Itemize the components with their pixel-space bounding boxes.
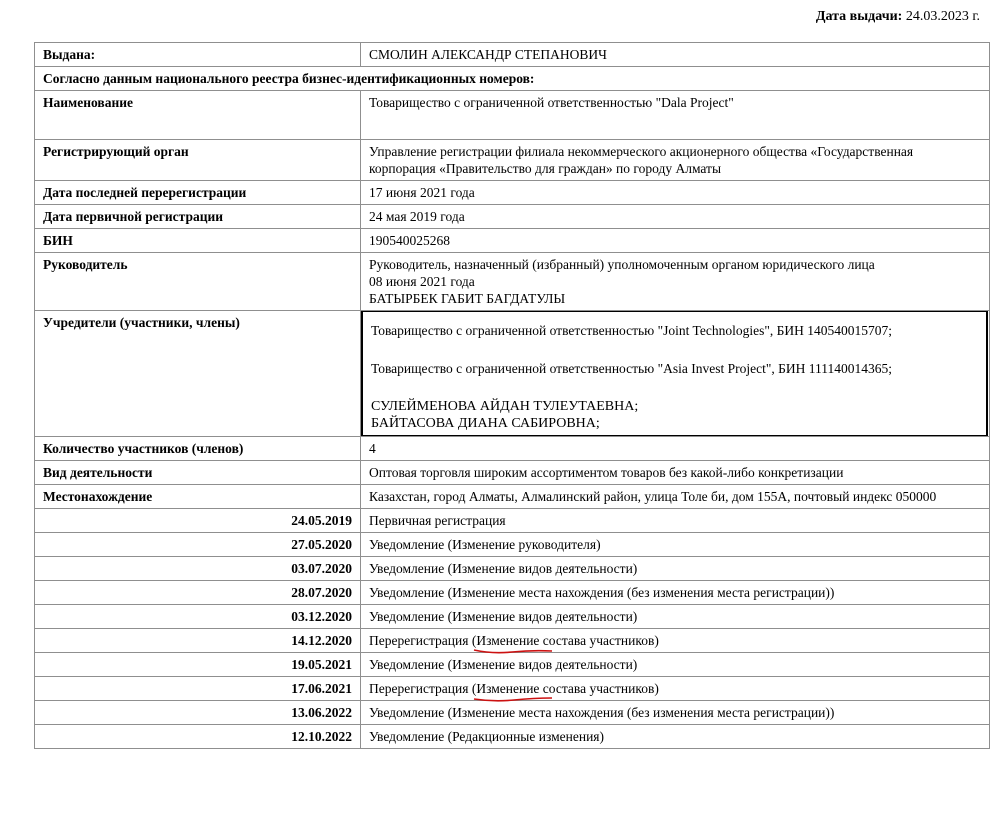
name-label: Наименование bbox=[35, 91, 361, 140]
row-head bbox=[35, 253, 990, 311]
bin-value: 190540025268 bbox=[361, 229, 990, 253]
row-issued-to bbox=[35, 43, 990, 67]
issued-to-label: Выдана: bbox=[35, 43, 361, 67]
row-bin bbox=[35, 229, 990, 253]
history-date: 28.07.2020 bbox=[35, 581, 361, 605]
history-event bbox=[361, 629, 990, 653]
handwritten-underline-mark bbox=[476, 680, 539, 697]
registration-table bbox=[34, 42, 990, 749]
founders-box bbox=[361, 310, 988, 437]
members-count-label: Количество участников (членов) bbox=[35, 437, 361, 461]
history-date: 17.06.2021 bbox=[35, 677, 361, 701]
history-event bbox=[361, 677, 990, 701]
history-event: Первичная регистрация bbox=[361, 509, 990, 533]
primary-reg-value: 24 мая 2019 года bbox=[361, 205, 990, 229]
founder-item: Товарищество с ограниченной ответственностью "Joint Technologies", БИН 140540015707; bbox=[371, 323, 892, 338]
history-date: 03.12.2020 bbox=[35, 605, 361, 629]
history-event: Уведомление (Изменение видов деятельности) bbox=[361, 557, 990, 581]
history-row bbox=[35, 677, 990, 701]
handwritten-underline-mark bbox=[476, 632, 539, 649]
history-event-text: состава участников) bbox=[539, 633, 659, 648]
founder-item: БАЙТАСОВА ДИАНА САБИРОВНА; bbox=[371, 416, 600, 431]
head-date: 08 июня 2021 года bbox=[369, 274, 475, 289]
name-value: Товарищество с ограниченной ответственностью "Dala Project" bbox=[361, 91, 990, 140]
history-row bbox=[35, 509, 990, 533]
authority-value: Управление регистрации филиала некоммерческого акционерного общества «Государственная корпорация «Правительство для граждан» по городу Алматы bbox=[361, 140, 990, 181]
red-underline-icon bbox=[472, 695, 556, 703]
history-row bbox=[35, 557, 990, 581]
underlined-word: Изменение bbox=[476, 681, 540, 696]
head-value bbox=[361, 253, 990, 311]
primary-reg-label: Дата первичной регистрации bbox=[35, 205, 361, 229]
red-underline-icon bbox=[472, 647, 556, 655]
issue-date bbox=[816, 9, 980, 25]
last-rereg-label: Дата последней перерегистрации bbox=[35, 181, 361, 205]
founder-item: Товарищество с ограниченной ответственностью "Asia Invest Project", БИН 111140014365; bbox=[371, 361, 893, 376]
activity-label: Вид деятельности bbox=[35, 461, 361, 485]
head-name: БАТЫРБЕК ГАБИТ БАГДАТУЛЫ bbox=[369, 291, 566, 306]
last-rereg-value: 17 июня 2021 года bbox=[361, 181, 990, 205]
head-role: Руководитель, назначенный (избранный) уполномоченным органом юридического лица bbox=[369, 257, 875, 272]
history-event: Уведомление (Изменение места нахождения (без изменения места регистрации)) bbox=[361, 701, 990, 725]
founder-item: СУЛЕЙМЕНОВА АЙДАН ТУЛЕУТАЕВНА; bbox=[371, 399, 639, 414]
history-row bbox=[35, 725, 990, 749]
history-event: Уведомление (Редакционные изменения) bbox=[361, 725, 990, 749]
history-date: 24.05.2019 bbox=[35, 509, 361, 533]
history-date: 13.06.2022 bbox=[35, 701, 361, 725]
history-row bbox=[35, 533, 990, 557]
history-row bbox=[35, 653, 990, 677]
history-date: 12.10.2022 bbox=[35, 725, 361, 749]
bin-label: БИН bbox=[35, 229, 361, 253]
history-event: Уведомление (Изменение видов деятельности) bbox=[361, 653, 990, 677]
history-row bbox=[35, 629, 990, 653]
underlined-word: Изменение bbox=[476, 633, 540, 648]
history-date: 14.12.2020 bbox=[35, 629, 361, 653]
row-last-rereg bbox=[35, 181, 990, 205]
row-primary-reg bbox=[35, 205, 990, 229]
history-event-text: состава участников) bbox=[539, 681, 659, 696]
history-date: 03.07.2020 bbox=[35, 557, 361, 581]
founders-value bbox=[361, 311, 990, 437]
location-value: Казахстан, город Алматы, Алмалинский район, улица Толе би, дом 155А, почтовый индекс 050000 bbox=[361, 485, 990, 509]
issue-date-label: Дата выдачи: bbox=[815, 9, 903, 24]
row-authority bbox=[35, 140, 990, 181]
history-event-text: Перерегистрация ( bbox=[369, 633, 477, 648]
head-label: Руководитель bbox=[35, 253, 361, 311]
history-date: 27.05.2020 bbox=[35, 533, 361, 557]
authority-label: Регистрирующий орган bbox=[35, 140, 361, 181]
members-count-value: 4 bbox=[361, 437, 990, 461]
history-date: 19.05.2021 bbox=[35, 653, 361, 677]
issued-to-value: СМОЛИН АЛЕКСАНДР СТЕПАНОВИЧ bbox=[361, 43, 990, 67]
row-name bbox=[35, 91, 990, 140]
history-event-text: Перерегистрация ( bbox=[369, 681, 477, 696]
history-event: Уведомление (Изменение места нахождения (без изменения места регистрации)) bbox=[361, 581, 990, 605]
history-row bbox=[35, 701, 990, 725]
issue-date-value: 24.03.2023 г. bbox=[902, 9, 980, 24]
row-members-count bbox=[35, 437, 990, 461]
activity-value: Оптовая торговля широким ассортиментом товаров без какой-либо конкретизации bbox=[361, 461, 990, 485]
history-row bbox=[35, 581, 990, 605]
registry-note: Согласно данным национального реестра бизнес-идентификационных номеров: bbox=[35, 67, 990, 91]
row-location bbox=[35, 485, 990, 509]
row-registry-note bbox=[35, 67, 990, 91]
history-row bbox=[35, 605, 990, 629]
location-label: Местонахождение bbox=[35, 485, 361, 509]
founders-label: Учредители (участники, члены) bbox=[35, 311, 361, 437]
history-event: Уведомление (Изменение видов деятельности) bbox=[361, 605, 990, 629]
history-event: Уведомление (Изменение руководителя) bbox=[361, 533, 990, 557]
row-founders bbox=[35, 311, 990, 437]
row-activity bbox=[35, 461, 990, 485]
